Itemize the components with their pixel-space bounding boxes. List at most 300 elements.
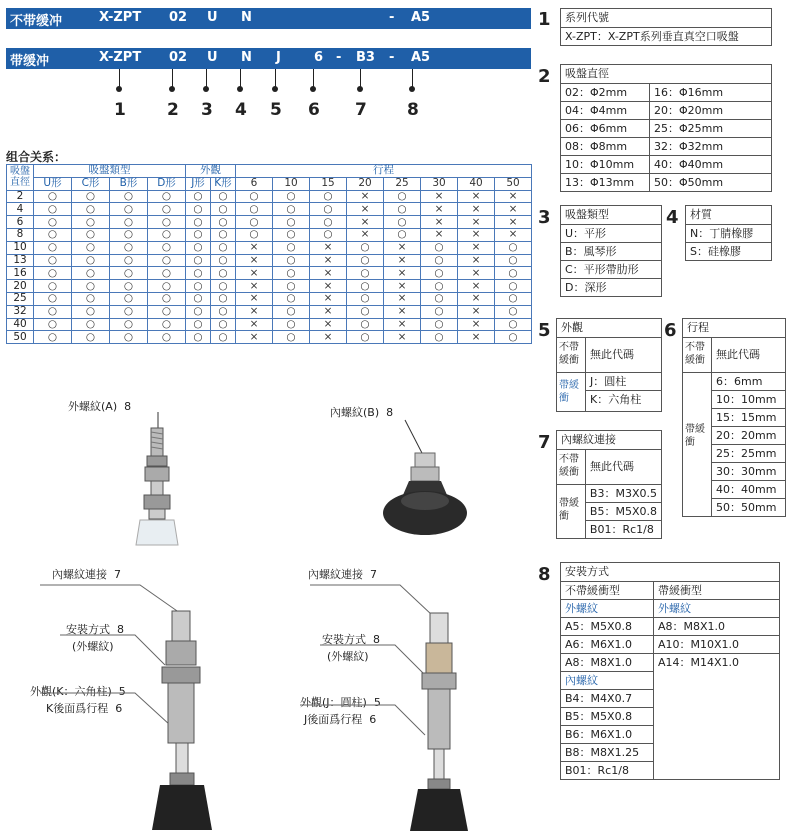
size-cell: 40 <box>7 318 34 331</box>
code-part: - <box>336 50 342 65</box>
combo-cell: × <box>310 318 347 331</box>
combo-cell: ○ <box>110 203 148 216</box>
combo-cell: ○ <box>273 267 310 280</box>
list-item: A8：M8X1.0 <box>654 618 779 636</box>
connector-line <box>313 69 314 87</box>
fig3-label-2b: (外螺紋) <box>72 640 114 653</box>
header-size: 吸盤直徑 <box>7 165 34 191</box>
combo-cell: × <box>236 292 273 305</box>
fig3-num: 5 <box>118 685 126 698</box>
no-code-text: 無此代碼 <box>716 348 760 361</box>
table-row <box>7 318 532 331</box>
combo-cell: ○ <box>72 280 110 293</box>
combo-cell: ○ <box>110 190 148 203</box>
list-item: 08：Φ8mm <box>561 138 649 156</box>
combo-cell: ○ <box>34 254 72 267</box>
combo-cell: × <box>458 203 495 216</box>
section-internal-thread <box>556 430 662 539</box>
list-item: D：深形 <box>565 281 607 294</box>
combo-cell: ○ <box>110 305 148 318</box>
stroke-col-header: 10 <box>273 177 310 190</box>
list-item: B：風琴形 <box>561 243 661 261</box>
fig1-text: 外螺紋(A) <box>68 400 118 413</box>
fig4-text: J後面爲行程 <box>304 713 363 726</box>
combo-cell: × <box>384 254 421 267</box>
combo-cell: ○ <box>273 216 310 229</box>
combo-cell: × <box>421 216 458 229</box>
combo-cell: ○ <box>384 203 421 216</box>
combo-cell: ○ <box>347 267 384 280</box>
combo-cell: ○ <box>148 267 186 280</box>
code-part: - <box>389 50 395 65</box>
vacuum-pad-external-thread-image <box>120 410 200 560</box>
combo-cell: ○ <box>310 190 347 203</box>
combo-cell: ○ <box>110 292 148 305</box>
size-cell: 4 <box>7 203 34 216</box>
size-cell: 32 <box>7 305 34 318</box>
combo-cell: × <box>310 254 347 267</box>
combo-cell: ○ <box>273 228 310 241</box>
list-item: B01：Rc1/8 <box>589 523 654 536</box>
code-part: N <box>241 50 252 65</box>
section-appearance <box>556 318 662 412</box>
combo-cell: ○ <box>110 280 148 293</box>
combo-cell: ○ <box>273 203 310 216</box>
combo-cell: ○ <box>273 331 310 344</box>
cushion-label: 帶緩衝 <box>557 373 586 411</box>
combo-cell: ○ <box>148 228 186 241</box>
connector-dot <box>357 86 363 92</box>
fig3-text: 外觀(K：六角柱) <box>30 685 112 698</box>
combo-cell: × <box>458 292 495 305</box>
combo-cell: ○ <box>110 254 148 267</box>
combo-cell: ○ <box>148 216 186 229</box>
combo-cell: ○ <box>273 254 310 267</box>
combo-cell: ○ <box>310 228 347 241</box>
list-item: B5：M5X0.8 <box>561 708 653 726</box>
list-item: A14：M14X1.0 <box>658 656 740 669</box>
connector-dot <box>409 86 415 92</box>
connector-line <box>119 69 120 87</box>
combo-cell: ○ <box>148 190 186 203</box>
combo-cell: ○ <box>421 305 458 318</box>
section-number: 5 <box>538 320 551 341</box>
list-item: 25：25mm <box>712 445 785 463</box>
connector-line <box>206 69 207 87</box>
combo-cell: ○ <box>186 241 211 254</box>
table-row <box>7 190 532 203</box>
table-row <box>7 331 532 344</box>
size-cell: 50 <box>7 331 34 344</box>
ext-thread-label: 外螺紋 <box>654 600 779 618</box>
combo-cell: × <box>236 280 273 293</box>
code-part: A5 <box>411 10 431 25</box>
connector-dot <box>272 86 278 92</box>
combo-cell: ○ <box>110 241 148 254</box>
list-item: S：硅橡膠 <box>690 245 741 258</box>
combo-cell: × <box>495 228 532 241</box>
size-cell: 20 <box>7 280 34 293</box>
section-series <box>560 8 772 46</box>
combo-cell: ○ <box>34 241 72 254</box>
size-cell: 8 <box>7 228 34 241</box>
combo-cell: ○ <box>384 228 421 241</box>
connector-line <box>360 69 361 87</box>
combo-cell: ○ <box>34 228 72 241</box>
list-item: B8：M8X1.25 <box>561 744 653 762</box>
combo-cell: × <box>347 203 384 216</box>
combo-cell: ○ <box>211 203 236 216</box>
combo-cell: ○ <box>495 305 532 318</box>
connector-line <box>412 69 413 87</box>
type-col-header: U形 <box>34 177 72 190</box>
table-row <box>7 216 532 229</box>
combo-cell: ○ <box>347 254 384 267</box>
list-item: A6：M6X1.0 <box>561 636 653 654</box>
combo-cell: ○ <box>211 254 236 267</box>
list-item: 04：Φ4mm <box>561 102 649 120</box>
combo-cell: × <box>458 305 495 318</box>
combo-cell: ○ <box>421 267 458 280</box>
combo-cell: ○ <box>236 228 273 241</box>
combo-cell: ○ <box>273 305 310 318</box>
combo-cell: ○ <box>384 190 421 203</box>
combo-cell: × <box>421 190 458 203</box>
vacuum-pad-internal-thread-image <box>375 415 475 545</box>
fig4-label-2b: (外螺紋) <box>327 650 369 663</box>
section-text: X-ZPT：X-ZPT系列垂直真空口吸盤 <box>565 30 739 43</box>
combo-cell: ○ <box>72 292 110 305</box>
combo-cell: ○ <box>110 228 148 241</box>
section-number: 7 <box>538 432 551 453</box>
combo-cell: ○ <box>186 190 211 203</box>
list-item: U：平形 <box>561 225 661 243</box>
section-title: 外觀 <box>557 319 661 338</box>
combo-cell: × <box>458 254 495 267</box>
position-digit: 7 <box>355 100 367 120</box>
section-diameter <box>560 64 772 192</box>
combo-cell: × <box>421 228 458 241</box>
combo-cell: ○ <box>211 241 236 254</box>
fig2-num: 8 <box>386 406 394 419</box>
combo-cell: ○ <box>186 292 211 305</box>
fig4-text: 安裝方式 <box>322 633 366 646</box>
list-item: J：圓柱 <box>586 373 661 391</box>
connector-line <box>240 69 241 87</box>
fig4-text: 外觀(J：圓柱) <box>300 696 367 709</box>
position-digit: 3 <box>201 100 213 120</box>
size-cell: 6 <box>7 216 34 229</box>
list-item: 16：Φ16mm <box>650 84 771 102</box>
list-item: B6：M6X1.0 <box>561 726 653 744</box>
combo-cell: × <box>347 190 384 203</box>
combo-cell: ○ <box>495 241 532 254</box>
section-number: 4 <box>666 207 679 228</box>
position-digit: 1 <box>114 100 126 120</box>
code-label: 带缓冲 <box>10 54 50 69</box>
list-item: 32：Φ32mm <box>650 138 771 156</box>
combo-cell: ○ <box>421 254 458 267</box>
table-row <box>7 280 532 293</box>
list-item: 20：20mm <box>712 427 785 445</box>
combo-cell: ○ <box>310 216 347 229</box>
section-title: 材質 <box>686 206 771 225</box>
combo-cell: × <box>458 267 495 280</box>
combo-cell: ○ <box>148 292 186 305</box>
combo-cell: ○ <box>72 228 110 241</box>
combo-cell: ○ <box>211 318 236 331</box>
combo-cell: ○ <box>495 292 532 305</box>
combo-cell: × <box>310 331 347 344</box>
combo-cell: ○ <box>110 216 148 229</box>
combo-cell: ○ <box>186 203 211 216</box>
combo-cell: ○ <box>347 305 384 318</box>
combo-cell: × <box>458 241 495 254</box>
list-item: 20：Φ20mm <box>650 102 771 120</box>
size-cell: 16 <box>7 267 34 280</box>
combo-cell: ○ <box>34 216 72 229</box>
combo-caption: 组合关系： <box>6 150 67 164</box>
table-row <box>7 292 532 305</box>
code-part: U <box>207 10 218 25</box>
connector-dot <box>116 86 122 92</box>
combo-cell: × <box>384 305 421 318</box>
combo-cell: ○ <box>273 241 310 254</box>
position-digit: 8 <box>407 100 419 120</box>
combo-cell: ○ <box>273 318 310 331</box>
combo-cell: ○ <box>34 318 72 331</box>
header-stroke: 行程 <box>236 165 532 178</box>
combo-cell: ○ <box>495 280 532 293</box>
connector-line <box>172 69 173 87</box>
list-item: 15：15mm <box>712 409 785 427</box>
combo-cell: ○ <box>148 241 186 254</box>
combo-cell: ○ <box>34 292 72 305</box>
size-cell: 13 <box>7 254 34 267</box>
combo-cell: ○ <box>384 216 421 229</box>
combo-cell: × <box>236 305 273 318</box>
section-title: 吸盤類型 <box>561 206 661 225</box>
combo-cell: × <box>384 267 421 280</box>
combo-cell: ○ <box>110 267 148 280</box>
combo-cell: ○ <box>72 331 110 344</box>
combo-cell: × <box>236 318 273 331</box>
combo-cell: ○ <box>34 267 72 280</box>
table-row <box>7 305 532 318</box>
combo-cell: ○ <box>236 203 273 216</box>
connector-dot <box>203 86 209 92</box>
combo-cell: × <box>236 331 273 344</box>
list-item: 40：40mm <box>712 481 785 499</box>
combo-cell: × <box>347 216 384 229</box>
type-col-header: B形 <box>110 177 148 190</box>
list-item: 13：Φ13mm <box>565 176 635 189</box>
position-digit: 2 <box>167 100 179 120</box>
list-item: 30：30mm <box>712 463 785 481</box>
connector-dot <box>310 86 316 92</box>
section-number: 2 <box>538 66 551 87</box>
combo-cell: ○ <box>236 216 273 229</box>
list-item: 10：10mm <box>712 391 785 409</box>
combo-cell: ○ <box>347 292 384 305</box>
section-title: 吸盤直徑 <box>561 65 771 84</box>
combo-cell: ○ <box>273 292 310 305</box>
fig2-text: 內螺紋(B) <box>330 406 380 419</box>
fig3-num: 7 <box>114 568 121 581</box>
list-item: B5：M5X0.8 <box>586 503 661 521</box>
section-title: 內螺紋連接 <box>557 431 661 450</box>
combo-cell: × <box>310 292 347 305</box>
combo-cell: × <box>384 280 421 293</box>
combo-cell: ○ <box>211 292 236 305</box>
combo-cell: ○ <box>148 203 186 216</box>
stroke-col-header: 20 <box>347 177 384 190</box>
combo-cell: ○ <box>211 190 236 203</box>
section-material <box>685 205 772 261</box>
combo-cell: × <box>236 267 273 280</box>
combo-cell: × <box>458 216 495 229</box>
section-number: 6 <box>664 320 677 341</box>
code-part: J <box>276 50 281 65</box>
combo-cell: ○ <box>211 280 236 293</box>
vacuum-pad-cylinder-image <box>300 575 480 835</box>
combo-cell: ○ <box>186 280 211 293</box>
list-item: B01：Rc1/8 <box>565 764 629 777</box>
combo-cell: ○ <box>72 241 110 254</box>
combo-cell: ○ <box>72 190 110 203</box>
list-item: A8：M8X1.0 <box>561 654 653 672</box>
combo-cell: ○ <box>347 318 384 331</box>
list-item: B4：M4X0.7 <box>561 690 653 708</box>
section-number: 3 <box>538 207 551 228</box>
combo-cell: ○ <box>495 318 532 331</box>
no-cushion-label: 不帶緩衝 <box>557 338 586 372</box>
combo-cell: × <box>384 292 421 305</box>
position-digit: 4 <box>235 100 247 120</box>
combo-cell: ○ <box>421 292 458 305</box>
table-row <box>7 228 532 241</box>
list-item: 50：Φ50mm <box>654 176 724 189</box>
size-cell: 10 <box>7 241 34 254</box>
no-cushion-label: 不帶緩衝 <box>557 450 586 484</box>
combo-table <box>6 164 532 344</box>
stroke-col-header: 50 <box>495 177 532 190</box>
size-cell: 25 <box>7 292 34 305</box>
combo-cell: × <box>310 305 347 318</box>
combo-cell: ○ <box>72 254 110 267</box>
code-label: 不带缓冲 <box>10 14 63 29</box>
appearance-col-header: K形 <box>211 177 236 190</box>
list-item: K：六角柱 <box>590 393 642 406</box>
code-bar-cushion <box>6 48 531 69</box>
header-appearance: 外觀 <box>186 165 236 178</box>
combo-cell: ○ <box>186 267 211 280</box>
code-bar-no-cushion <box>6 8 531 29</box>
combo-cell: × <box>384 241 421 254</box>
code-part: 02 <box>169 10 188 25</box>
combo-cell: × <box>236 241 273 254</box>
section-cup-type <box>560 205 662 297</box>
code-part: 6 <box>314 50 324 65</box>
fig4-num: 6 <box>369 713 377 726</box>
combo-cell: ○ <box>421 241 458 254</box>
combo-cell: × <box>347 228 384 241</box>
section-title: 系列代號 <box>561 9 771 28</box>
combo-cell: × <box>310 267 347 280</box>
fig4-num: 7 <box>370 568 377 581</box>
combo-cell: ○ <box>310 203 347 216</box>
fig3-num: 6 <box>115 702 123 715</box>
code-part: X-ZPT <box>99 10 142 25</box>
combo-cell: ○ <box>34 331 72 344</box>
combo-cell: ○ <box>186 254 211 267</box>
combo-cell: ○ <box>148 305 186 318</box>
appearance-col-header: J形 <box>186 177 211 190</box>
combo-cell: ○ <box>34 203 72 216</box>
size-cell: 2 <box>7 190 34 203</box>
code-part: N <box>241 10 252 25</box>
cushion-label: 帶緩衝 <box>557 485 586 538</box>
combo-cell: × <box>310 280 347 293</box>
combo-cell: × <box>495 203 532 216</box>
fig3-text: 安裝方式 <box>66 623 110 636</box>
list-item: 02：Φ2mm <box>561 84 649 102</box>
code-part: B3 <box>356 50 375 65</box>
combo-cell: ○ <box>186 305 211 318</box>
stroke-col-header: 30 <box>421 177 458 190</box>
no-code-text: 無此代碼 <box>590 348 634 361</box>
list-item: 50：50mm <box>716 501 777 514</box>
combo-cell: ○ <box>273 280 310 293</box>
fig3-text: K後面爲行程 <box>46 702 109 715</box>
combo-cell: ○ <box>211 228 236 241</box>
fig3-text: 內螺紋連接 <box>52 568 107 581</box>
combo-cell: ○ <box>421 280 458 293</box>
connector-dot <box>237 86 243 92</box>
combo-cell: ○ <box>148 318 186 331</box>
combo-cell: × <box>421 203 458 216</box>
connector-line <box>275 69 276 87</box>
combo-cell: ○ <box>495 331 532 344</box>
code-part: U <box>207 50 218 65</box>
fig4-text: 內螺紋連接 <box>308 568 363 581</box>
type-col-header: D形 <box>148 177 186 190</box>
code-part: A5 <box>411 50 431 65</box>
combo-cell: ○ <box>148 254 186 267</box>
section-title: 安裝方式 <box>561 563 779 582</box>
combo-cell: × <box>458 280 495 293</box>
col-no-cushion: 不帶緩衝型 <box>561 582 653 600</box>
list-item: B3：M3X0.5 <box>586 485 661 503</box>
combo-cell: × <box>495 190 532 203</box>
combo-cell: ○ <box>211 331 236 344</box>
list-item: 40：Φ40mm <box>650 156 771 174</box>
combo-cell: × <box>384 318 421 331</box>
list-item: N：丁腈橡膠 <box>686 225 771 243</box>
section-number: 1 <box>538 9 551 30</box>
combo-cell: × <box>310 241 347 254</box>
section-number: 8 <box>538 564 551 585</box>
combo-cell: ○ <box>110 331 148 344</box>
header-type: 吸盤類型 <box>34 165 186 178</box>
code-part: - <box>389 10 395 25</box>
combo-cell: ○ <box>186 228 211 241</box>
no-code-text: 無此代碼 <box>590 460 634 473</box>
combo-cell: ○ <box>148 280 186 293</box>
combo-cell: × <box>236 254 273 267</box>
combo-cell: ○ <box>72 305 110 318</box>
combo-cell: ○ <box>347 280 384 293</box>
